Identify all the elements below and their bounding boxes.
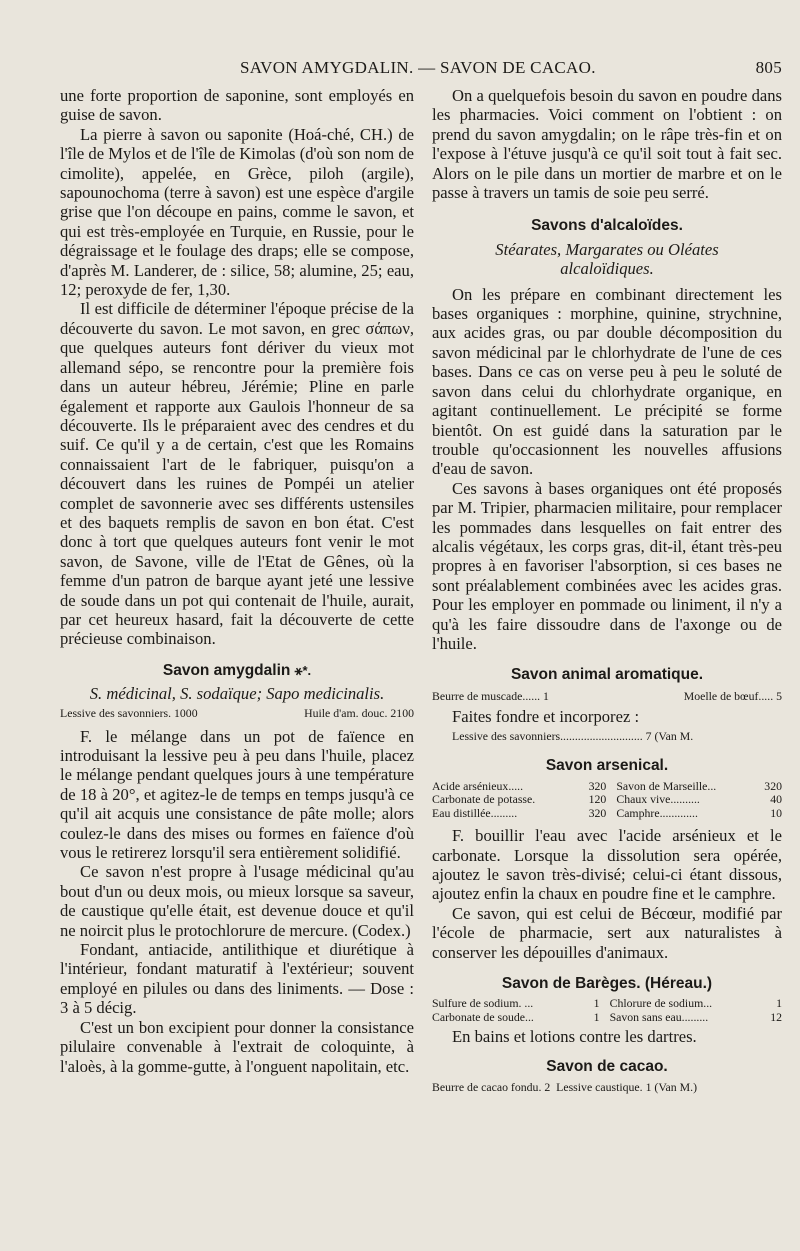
recipe-ingredient: Beurre de cacao fondu. 2 Lessive caustique. 1 (Van M.) xyxy=(432,1080,698,1095)
recipe-ingredient: Huile d'am. douc. 2100 xyxy=(304,705,414,720)
running-head xyxy=(60,58,782,82)
ingredient-quantity: 320 xyxy=(588,778,607,793)
heading-text: Savon amygdalin xyxy=(162,661,291,679)
recipe-line xyxy=(60,706,414,721)
section-heading: Savons d'alcaloïdes. xyxy=(531,217,683,235)
ingredient-name: Sulfure de sodium. ... xyxy=(432,996,534,1011)
ingredient-quantity: 320 xyxy=(764,778,782,793)
table-row xyxy=(432,793,782,807)
paragraph: F. bouillir l'eau avec l'acide arsénieux et le carbonate. Lorsque la dissolution sera opérée, ajoutez le savon très-divisé; celui-ci étant dissous, ajoutez enfin la chaux en poudre fine et le camphre. xyxy=(432,826,782,904)
table-row xyxy=(432,780,782,794)
section-heading: Savon de cacao. xyxy=(546,1057,668,1075)
table-row xyxy=(432,807,782,821)
paragraph: Ce savon n'est propre à l'usage médicinal qu'au bout d'un ou deux mois, ou mieux lorsque sa saveur, de caustique qu'elle était, est devenue douce et qu'il ne noircit plus le protochlorure de mercure. (Codex.) xyxy=(60,862,414,940)
paragraph: Il est difficile de déterminer l'époque précise de la découverte du savon. Le mot savon, en grec σάπων, que quelques auteurs font dériver du vieux mot allemand sépo, se rencontre pour la première fois dans un auteur hébreu, Jérémie; Pline en parle également et rapporte aux Gaulois l'honneur de sa découverte. Ils le préparaient avec des cendres et du suif. Ce qu'il y a de certain, c'est que les Romains connaissaient l'art de le fabriquer, puisqu'on a découvert dans les ruines de Pompéi un atelier complet de savonnerie avec ses différents ustensiles et des baquets remplis de savon en bon état. C'est donc à tort que quelques auteurs font venir le mot savon, de Savone, ville de l'Etat de Gênes, où la femme d'un patron de barque ayant jeté une lessive de soude dans un pot qui contenait de l'huile, aurait, par cet heureux hasard, fait la découverte de cette précieuse combinaison. xyxy=(60,299,414,649)
recipe-ingredient: Moelle de bœuf..... 5 xyxy=(683,688,782,703)
instruction-line: Faites fondre et incorporez : xyxy=(452,706,640,726)
ingredient-name: Savon sans eau......... xyxy=(609,1009,709,1024)
page-number: 805 xyxy=(755,58,782,77)
paragraph: On les prépare en combinant directement les bases organiques : morphine, quinine, strychnine, aux acides gras, ou par double décomposition du savon médicinal par le chlorhydrate de l'une de ces bases. Dans ce cas on verse peu à peu le soluté de savon dans celui du chlorhydrate organique, en agitant continuellement. Le précipité se forme bientôt. On est guidé dans la saturation par le trouble qu'occasionnent les nouvelles affusions d'eau de savon. xyxy=(432,284,782,479)
synonyms: S. médicinal, S. sodaïque; Sapo medicinalis. xyxy=(89,684,385,704)
recipe-line xyxy=(432,1080,782,1095)
recipe-ingredient: Lessive des savonniers. 1000 xyxy=(60,705,198,720)
paragraph: On a quelquefois besoin du savon en poudre dans les pharmacies. Voici comment on l'obtient : on prend du savon amygdalin; on le râpe très-fin et on l'expose à l'étuve jusqu'à ce qu'il soit tout à fait sec. Alors on le pile dans un mortier de marbre et on le passe à travers un tamis de soie peu serré. xyxy=(432,86,782,203)
recipe-ingredient: Beurre de muscade...... 1 xyxy=(432,688,549,703)
ingredient-quantity: 120 xyxy=(588,792,607,807)
ingredient-name: Savon de Marseille... xyxy=(616,778,717,793)
paragraph: une forte proportion de saponine, sont employés en guise de savon. xyxy=(60,86,414,125)
paragraph: Ce savon, qui est celui de Bécœur, modifié par l'école de pharmacie, sert aux naturalistes à conserver les dépouilles d'animaux. xyxy=(432,903,782,962)
ingredient-quantity: 1 xyxy=(593,996,600,1011)
ingredient-quantity: 10 xyxy=(770,805,782,820)
ingredients-table xyxy=(432,780,782,821)
paragraph: F. le mélange dans un pot de faïence en introduisant la lessive peu à peu dans l'huile, placez le mélange pendant quelques jours à une température de 18 à 20°, et agitez-le de temps en temps jusqu'à ce qu'il ait acquis une consistance de pâte molle; alors coulez-le dans des mises ou formes en faïence d'où vous le retirerez lorsqu'il sera entièrement solidifié. xyxy=(60,726,414,863)
subheading: alcaloïdiques. xyxy=(560,259,654,279)
ingredient-quantity: 320 xyxy=(588,805,607,820)
recipe-line xyxy=(432,729,782,744)
recipe-line xyxy=(432,689,782,704)
heading-mark: ⚹*. xyxy=(294,662,312,678)
table-row xyxy=(432,1011,782,1025)
section-heading xyxy=(60,661,414,680)
running-title: SAVON AMYGDALIN. — SAVON DE CACAO. xyxy=(240,58,596,77)
ingredient-name: Chaux vive.......... xyxy=(616,792,700,807)
usage-line: En bains et lotions contre les dartres. xyxy=(452,1027,697,1047)
ingredients-table xyxy=(432,997,782,1024)
ingredient-quantity: 1 xyxy=(776,996,782,1011)
table-row xyxy=(432,997,782,1011)
ingredient-name: Camphre............. xyxy=(616,805,698,820)
ingredient-quantity: 40 xyxy=(770,792,782,807)
ingredient-name: Acide arsénieux..... xyxy=(432,778,524,793)
subheading: Stéarates, Margarates ou Oléates xyxy=(495,239,719,259)
section-heading: Savon animal aromatique. xyxy=(510,666,704,684)
ingredient-quantity: 1 xyxy=(593,1009,600,1024)
paragraph: La pierre à savon ou saponite (Hoá-ché, CH.) de l'île de Mylos et de l'île de Kimolas (d'où son nom de cimolite), appelée, en Grèce, piloh (argile), sapounochoma (terre à savon) est une espèce d'argile grise que l'on découpe en pains, comme le savon, et qui est très-employée en Turquie, en Russie, pour le dégraissage et le foulage des draps; elle se compose, d'après M. Landerer, de : silice, 58; alumine, 25; eau, 12; peroxyde de fer, 1,30. xyxy=(60,124,414,300)
section-heading: Savon arsenical. xyxy=(545,757,669,775)
section-heading: Savon de Barèges. (Héreau.) xyxy=(501,974,713,992)
paragraph: Ces savons à bases organiques ont été proposés par M. Tripier, pharmacien militaire, pour remplacer les pommades dans lesquelles on fait entrer des alcalis végétaux, les corps gras, dit-il, étant très-peu propres à en favoriser l'absorption, si ces bases ne sont préalablement combinées avec les acides gras. Pour les employer en pommade ou liniment, il n'y a qu'à les faire dissoudre dans de l'axonge ou de l'huile. xyxy=(432,478,782,653)
ingredient-name: Chlorure de sodium... xyxy=(609,996,713,1011)
paragraph: Fondant, antiacide, antilithique et diurétique à l'intérieur, fondant maturatif à l'extérieur; souvent employé en pilules ou dans des liniments. — Dose : 3 à 5 décig. xyxy=(60,940,414,1018)
recipe-ingredient: Lessive des savonniers............................ 7 (Van M. xyxy=(452,729,694,744)
right-column xyxy=(432,86,782,1095)
left-column xyxy=(60,86,414,1076)
ingredient-name: Carbonate de potasse. xyxy=(432,792,536,807)
paragraph: C'est un bon excipient pour donner la consistance pilulaire convenable à l'extrait de coloquinte, à l'aloès, à la gomme-gutte, à l'onguent napolitain, etc. xyxy=(60,1017,414,1076)
ingredient-name: Carbonate de soude... xyxy=(432,1009,534,1024)
ingredient-name: Eau distillée......... xyxy=(432,805,518,820)
ingredient-quantity: 12 xyxy=(770,1009,782,1024)
